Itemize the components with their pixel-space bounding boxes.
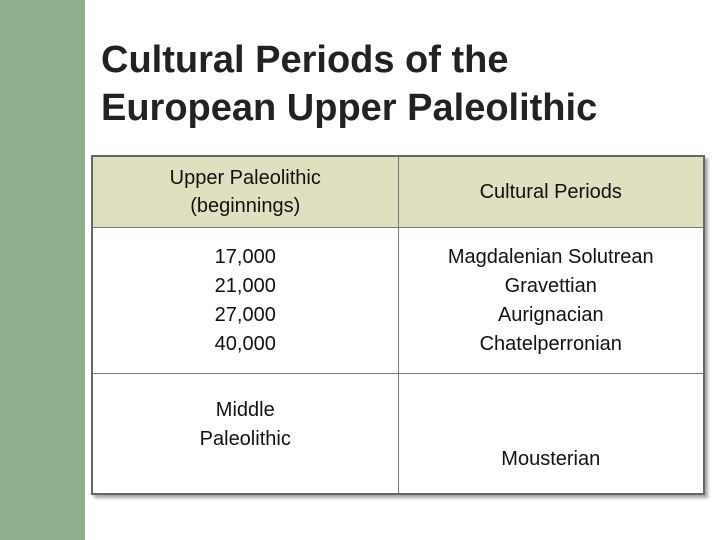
cell-periods: Magdalenian Solutrean Gravettian Aurignacian Chatelperronian [398, 228, 704, 374]
table-row [92, 228, 704, 374]
table-header-row [92, 156, 704, 228]
cell-mousterian: Mousterian [398, 374, 704, 495]
side-accent-bar [0, 0, 85, 540]
cell-middle-paleolithic: Middle Paleolithic [92, 374, 398, 495]
table-row [92, 374, 704, 495]
slide-title: Cultural Periods of the European Upper Paleolithic [101, 39, 598, 129]
cultural-periods-table [91, 155, 705, 495]
header-upper-paleolithic: Upper Paleolithic (beginnings) [92, 156, 398, 228]
header-cultural-periods: Cultural Periods [398, 156, 704, 228]
cell-dates: 17,000 21,000 27,000 40,000 [92, 228, 398, 374]
